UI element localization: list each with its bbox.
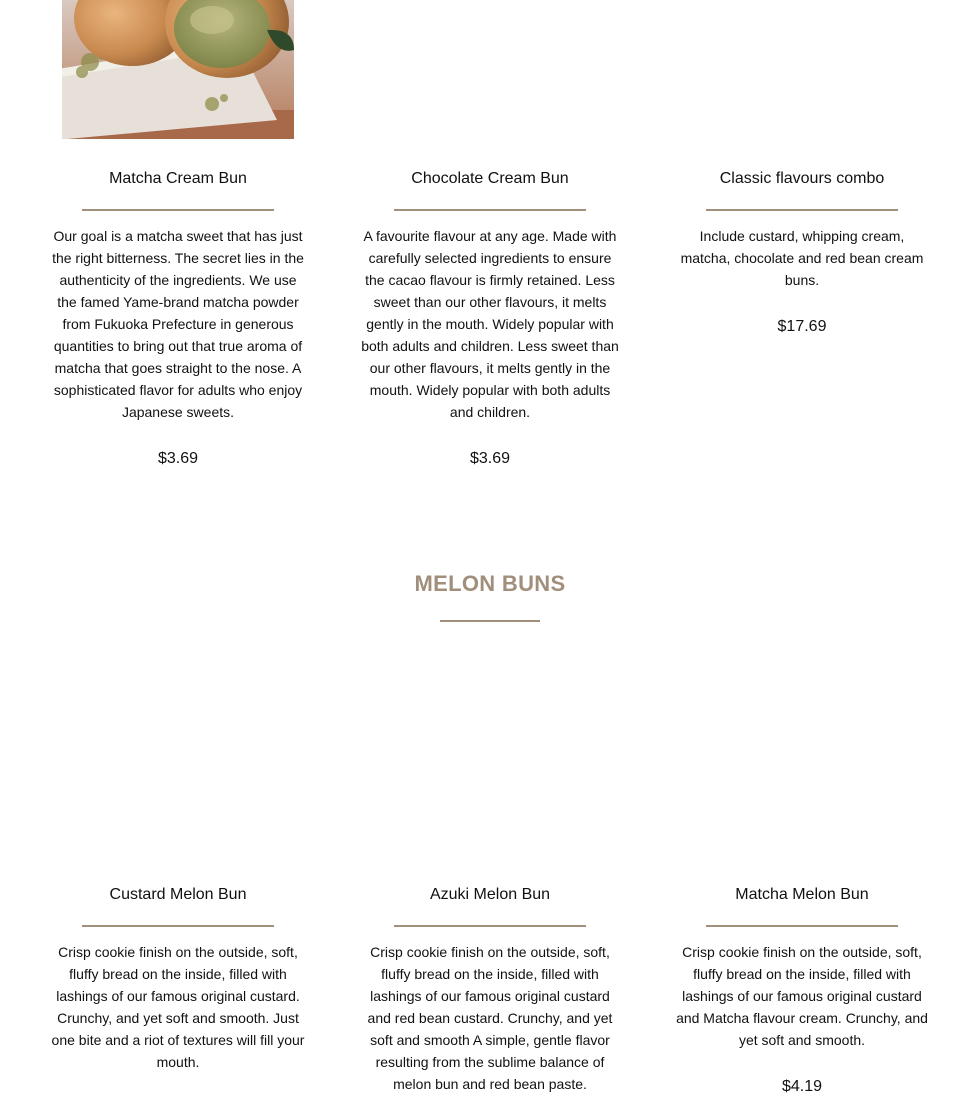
product-description: A favourite flavour at any age. Made with carefully selected ingredients to ensure the cacao flavour is firmly retained. Less sweet than our other flavours, it melts gently in the mouth. Widely popular with both adults and children. Less sweet than our other flavours, it melts gently in the mouth. Widely popular with both adults and children. [361, 228, 619, 420]
section-title-melon-buns: MELON BUNS [414, 571, 566, 596]
product-card-matcha-cream-bun [47, 169, 309, 469]
product-name[interactable]: Matcha Melon Bun [735, 886, 869, 903]
title-divider [394, 209, 586, 211]
product-card-custard-melon-bun [47, 885, 309, 1073]
product-description: Crisp cookie finish on the outside, soft, fluffy bread on the inside, filled with lashings of our famous original custard and Matcha flavour cream. Crunchy, and yet soft and smooth. [676, 944, 928, 1048]
matcha-cream-bun-image[interactable] [62, 0, 294, 139]
product-price: $3.69 [469, 450, 511, 467]
product-card-azuki-melon-bun [359, 885, 621, 1095]
title-divider [706, 925, 898, 927]
product-card-matcha-melon-bun [671, 885, 933, 1097]
product-name[interactable]: Matcha Cream Bun [109, 170, 247, 187]
product-price: $4.19 [781, 1078, 823, 1095]
product-name[interactable]: Azuki Melon Bun [429, 886, 551, 903]
product-description: Crisp cookie finish on the outside, soft, fluffy bread on the inside, filled with lashings of our famous original custard and red bean custard. Crunchy, and yet soft and smooth A simple, gentle flavor resulting from the sublime balance of melon bun and red bean paste. [367, 944, 613, 1092]
title-divider [82, 209, 274, 211]
product-card-chocolate-cream-bun [359, 169, 621, 469]
product-description: Crisp cookie finish on the outside, soft, fluffy bread on the inside, filled with lashings of our famous original custard. Crunchy, and yet soft and smooth. Just one bite and a riot of textures will fill your mouth. [51, 944, 305, 1070]
title-divider [706, 209, 898, 211]
product-description: Include custard, whipping cream, matcha, chocolate and red bean cream buns. [680, 228, 924, 288]
product-name[interactable]: Classic flavours combo [719, 170, 885, 187]
title-divider [82, 925, 274, 927]
matcha-cream-bun-photo [62, 0, 294, 139]
product-description: Our goal is a matcha sweet that has just the right bitterness. The secret lies in the authenticity of the ingredients. We use the famed Yame-brand matcha powder from Fukuoka Prefecture in generous quantities to bring out that true aroma of matcha that goes straight to the nose. A sophisticated flavor for adults who enjoy Japanese sweets. [52, 228, 304, 420]
product-name[interactable]: Chocolate Cream Bun [411, 170, 569, 187]
product-price: $3.69 [157, 450, 199, 467]
product-card-classic-flavours-combo [671, 169, 933, 337]
title-divider [394, 925, 586, 927]
product-price: $17.69 [777, 318, 827, 335]
section-divider [440, 620, 540, 622]
product-name[interactable]: Custard Melon Bun [109, 886, 247, 903]
